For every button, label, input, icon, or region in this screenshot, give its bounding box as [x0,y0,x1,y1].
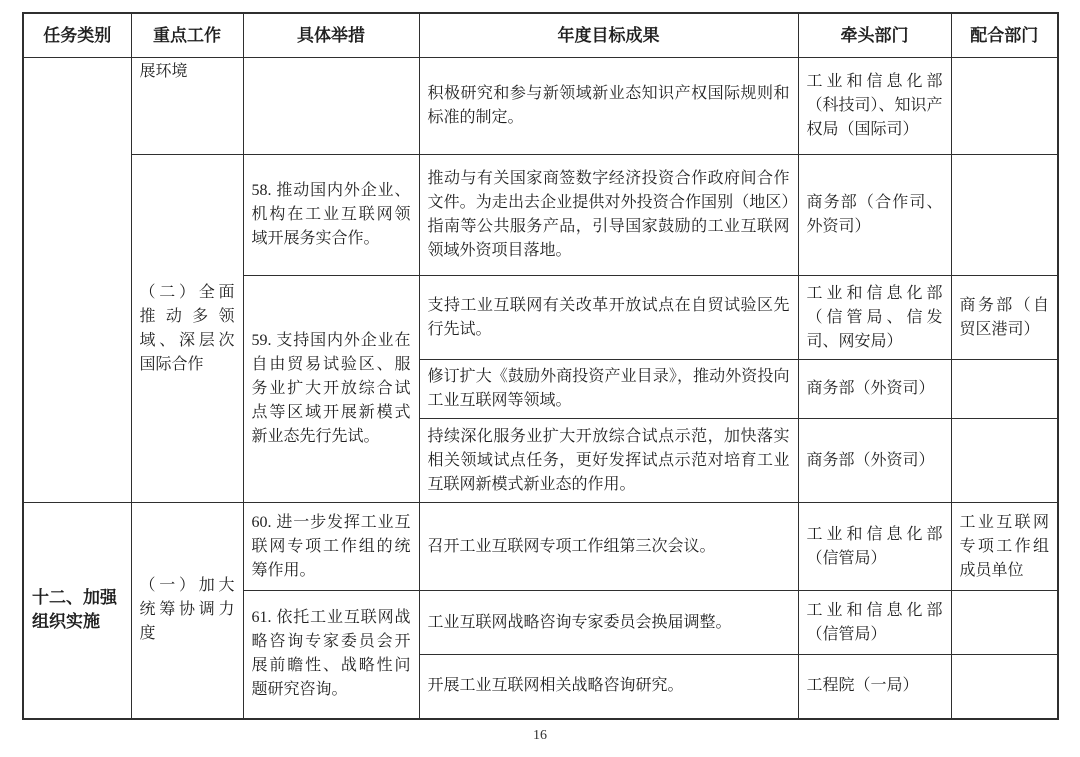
column-header-lead-dept: 牵头部门 [798,13,951,58]
header-row [23,13,1058,58]
cell-measure-59: 59. 支持国内外企业在自由贸易试验区、服务业扩大开放综合试点等区域开展新模式新业态先行先试。 [243,276,419,503]
cell-outcome: 持续深化服务业扩大开放综合试点示范，加快落实相关领域试点任务，更好发挥试点示范对培育工业互联网新模式新业态的作用。 [419,419,798,503]
cell-outcome: 开展工业互联网相关战略咨询研究。 [419,655,798,719]
column-header-support-dept: 配合部门 [951,13,1058,58]
cell-lead-dept: 商务部（外资司） [798,360,951,419]
cell-measure-58: 58. 推动国内外企业、机构在工业互联网领域开展务实合作。 [243,155,419,276]
cell-measure-empty [243,58,419,155]
task-table [22,12,1059,720]
column-header-outcomes: 年度目标成果 [419,13,798,58]
cell-measure-60: 60. 进一步发挥工业互联网专项工作组的统筹作用。 [243,503,419,591]
cell-outcome: 支持工业互联网有关改革开放试点在自贸试验区先行先试。 [419,276,798,360]
cell-support-dept: 商务部（自贸区港司） [951,276,1058,360]
cell-support-dept [951,655,1058,719]
cell-lead-dept: 工业和信息化部（科技司）、知识产权局（国际司） [798,58,951,155]
page-number: 16 [533,728,547,743]
cell-lead-dept: 商务部（合作司、外资司） [798,155,951,276]
cell-support-dept [951,58,1058,155]
cell-outcome: 积极研究和参与新领域新业态知识产权国际规则和标准的制定。 [419,58,798,155]
cell-lead-dept: 工业和信息化部（信管局） [798,503,951,591]
cell-support-dept [951,419,1058,503]
cell-support-dept: 工业互联网专项工作组成员单位 [951,503,1058,591]
table-row [23,58,1058,155]
cell-key-work: （二）全面推动多领域、深层次国际合作 [131,155,243,503]
cell-support-dept [951,591,1058,655]
cell-support-dept [951,360,1058,419]
cell-outcome: 工业互联网战略咨询专家委员会换届调整。 [419,591,798,655]
cell-key-work: （一）加大统筹协调力度 [131,503,243,719]
table-row [23,155,1058,276]
cell-measure-61: 61. 依托工业互联网战略咨询专家委员会开展前瞻性、战略性问题研究咨询。 [243,591,419,719]
table-row [23,503,1058,591]
cell-outcome: 召开工业互联网专项工作组第三次会议。 [419,503,798,591]
column-header-task-category: 任务类别 [23,13,131,58]
cell-support-dept [951,155,1058,276]
column-header-key-work: 重点工作 [131,13,243,58]
cell-outcome: 推动与有关国家商签数字经济投资合作政府间合作文件。为走出去企业提供对外投资合作国别（地区）指南等公共服务产品，引导国家鼓励的工业互联网领域外资项目落地。 [419,155,798,276]
cell-lead-dept: 工业和信息化部（信管局、信发司、网安局） [798,276,951,360]
cell-outcome: 修订扩大《鼓励外商投资产业目录》，推动外资投向工业互联网等领域。 [419,360,798,419]
cell-key-work-continued: 展环境 [131,58,243,155]
cell-task-category-12: 十二、加强组织实施 [23,503,131,719]
cell-task-category-continued [23,58,131,503]
cell-lead-dept: 工程院（一局） [798,655,951,719]
column-header-measures: 具体举措 [243,13,419,58]
cell-lead-dept: 商务部（外资司） [798,419,951,503]
cell-lead-dept: 工业和信息化部（信管局） [798,591,951,655]
